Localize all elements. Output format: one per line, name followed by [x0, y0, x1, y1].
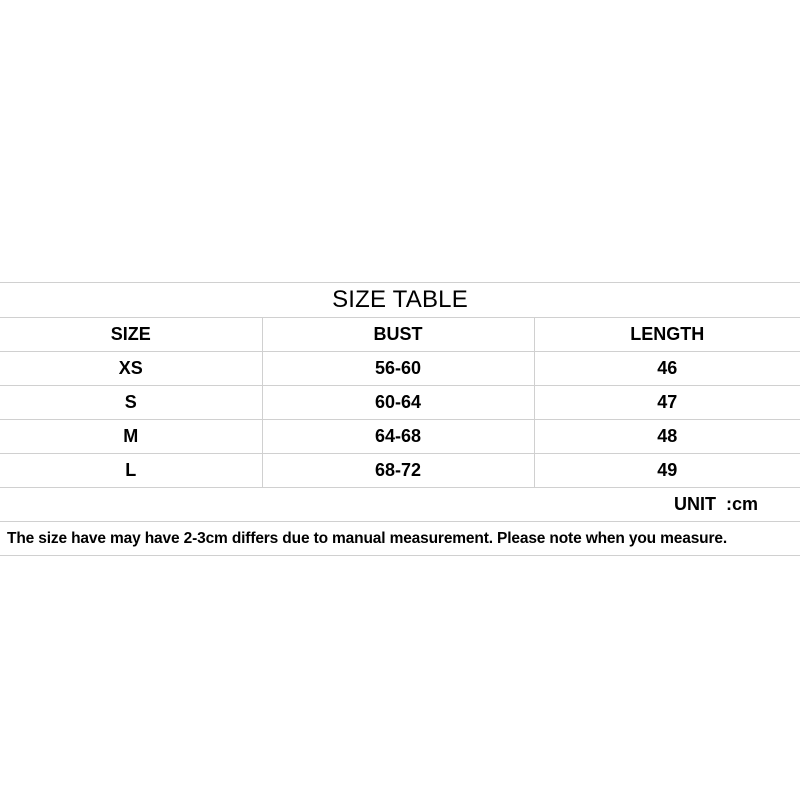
- cell-length: 47: [534, 386, 800, 420]
- cell-size: XS: [0, 352, 262, 386]
- table-title: SIZE TABLE: [0, 283, 800, 318]
- table-row: [0, 386, 800, 420]
- size-table: [0, 282, 800, 556]
- table-header-row: [0, 318, 800, 352]
- cell-length: 46: [534, 352, 800, 386]
- table-title-row: [0, 283, 800, 318]
- cell-bust: 56-60: [262, 352, 534, 386]
- cell-length: 49: [534, 454, 800, 488]
- unit-row: [0, 488, 800, 522]
- table-row: [0, 352, 800, 386]
- measurement-note: The size have may have 2-3cm differs due to manual measurement. Please note when you measure.: [0, 522, 800, 556]
- cell-length: 48: [534, 420, 800, 454]
- table-row: [0, 454, 800, 488]
- cell-bust: 64-68: [262, 420, 534, 454]
- cell-size: L: [0, 454, 262, 488]
- cell-size: S: [0, 386, 262, 420]
- header-length: LENGTH: [534, 318, 800, 352]
- cell-size: M: [0, 420, 262, 454]
- unit-label: UNIT :cm: [0, 488, 800, 522]
- cell-bust: 60-64: [262, 386, 534, 420]
- cell-bust: 68-72: [262, 454, 534, 488]
- table-row: [0, 420, 800, 454]
- note-row: [0, 522, 800, 556]
- header-bust: BUST: [262, 318, 534, 352]
- header-size: SIZE: [0, 318, 262, 352]
